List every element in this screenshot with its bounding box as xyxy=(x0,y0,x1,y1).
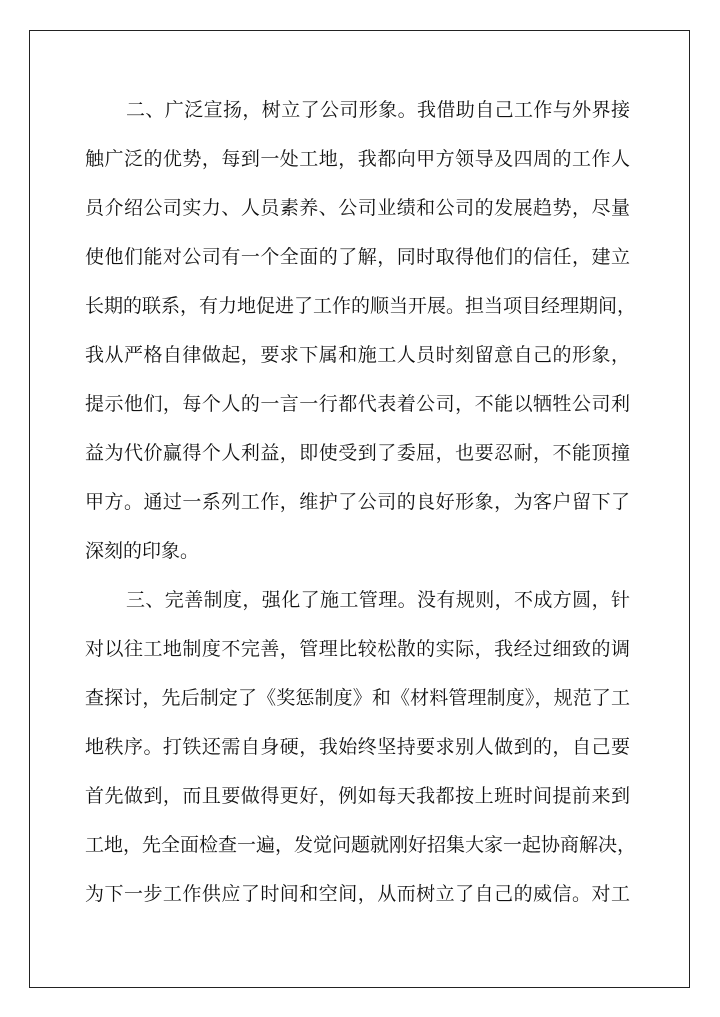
text-line: 首先做到，而且要做得更好，例如每天我都按上班时间提前来到 xyxy=(85,785,630,807)
text-line: 三、完善制度，强化了施工管理。没有规则，不成方圆，针 xyxy=(126,589,630,611)
text-line: 触广泛的优势，每到一处工地，我都向甲方领导及四周的工作人 xyxy=(85,148,630,170)
text-line: 查探讨，先后制定了《奖惩制度》和《材料管理制度》，规范了工 xyxy=(85,687,630,709)
text-line: 二、广泛宣扬，树立了公司形象。我借助自己工作与外界接 xyxy=(126,99,630,121)
text-line: 我从严格自律做起，要求下属和施工人员时刻留意自己的形象， xyxy=(85,344,630,366)
text-line: 深刻的印象。 xyxy=(85,540,200,562)
text-line: 对以往工地制度不完善，管理比较松散的实际，我经过细致的调 xyxy=(85,638,630,660)
text-line: 长期的联系，有力地促进了工作的顺当开展。担当项目经理期间， xyxy=(85,295,637,317)
text-line: 工地，先全面检查一遍，发觉问题就刚好招集大家一起协商解决， xyxy=(85,834,637,856)
text-line: 地秩序。打铁还需自身硬，我始终坚持要求别人做到的，自己要 xyxy=(85,736,630,758)
text-line: 益为代价赢得个人利益，即使受到了委屈，也要忍耐，不能顶撞 xyxy=(85,442,630,464)
text-line: 为下一步工作供应了时间和空间，从而树立了自己的威信。对工 xyxy=(85,883,630,905)
text-line: 甲方。通过一系列工作，维护了公司的良好形象，为客户留下了 xyxy=(85,491,630,513)
text-line: 使他们能对公司有一个全面的了解，同时取得他们的信任，建立 xyxy=(85,246,630,268)
text-line: 提示他们，每个人的一言一行都代表着公司，不能以牺牲公司利 xyxy=(85,393,630,415)
text-line: 员介绍公司实力、人员素养、公司业绩和公司的发展趋势，尽量 xyxy=(85,197,630,219)
